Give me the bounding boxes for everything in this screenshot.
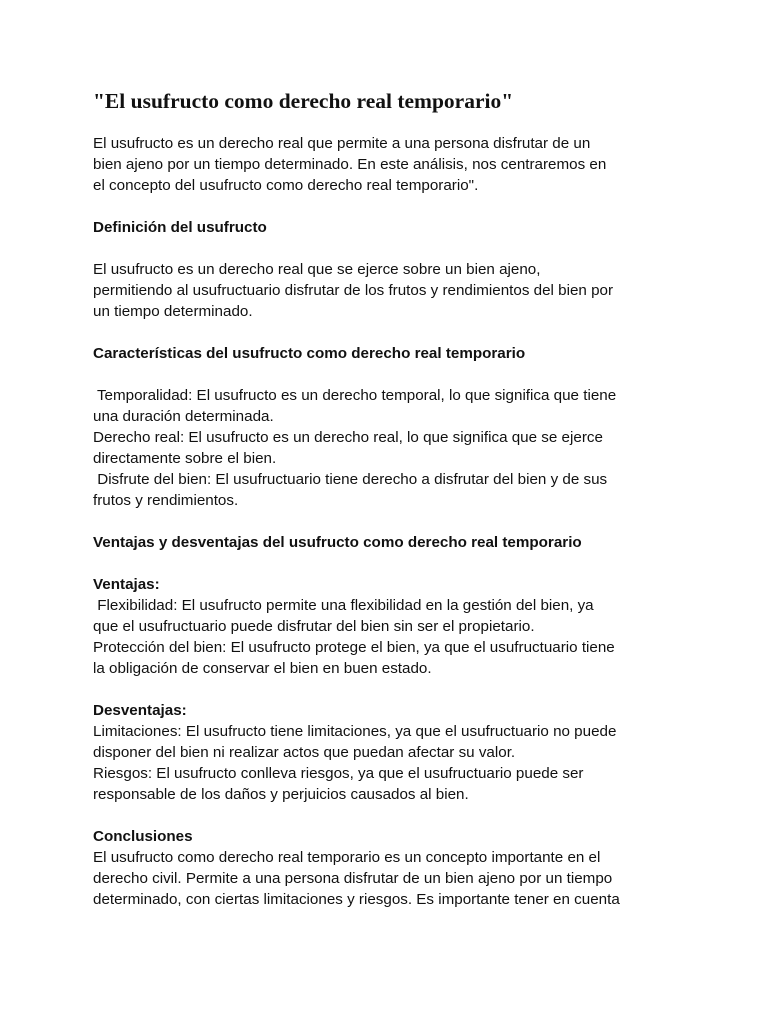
text-line: Derecho real: El usufructo es un derecho real, lo que significa que se ejerce bbox=[93, 429, 603, 446]
text-line: determinado, con ciertas limitaciones y riesgos. Es importante tener en cuenta bbox=[93, 891, 620, 908]
paragraph-gap bbox=[93, 196, 693, 217]
text-line: El usufructo es un derecho real que se ejerce sobre un bien ajeno, bbox=[93, 261, 541, 278]
text-line: El usufructo es un derecho real que permite a una persona disfrutar de un bbox=[93, 135, 591, 152]
document-title: "El usufructo como derecho real temporario" bbox=[93, 89, 514, 113]
text-line: Protección del bien: El usufructo protege el bien, ya que el usufructuario tiene bbox=[93, 639, 615, 656]
paragraph-gap bbox=[93, 553, 693, 574]
text-line: El usufructo como derecho real temporario es un concepto importante en el bbox=[93, 849, 601, 866]
text-line: que el usufructuario puede disfrutar del bien sin ser el propietario. bbox=[93, 618, 535, 635]
text-line: Limitaciones: El usufructo tiene limitaciones, ya que el usufructuario no puede bbox=[93, 723, 617, 740]
text-line: permitiendo al usufructuario disfrutar de los frutos y rendimientos del bien por bbox=[93, 282, 614, 299]
paragraph-gap bbox=[93, 238, 693, 259]
text-line: directamente sobre el bien. bbox=[93, 450, 277, 467]
paragraph-gap bbox=[93, 679, 693, 700]
desventajas-paragraph bbox=[93, 721, 693, 805]
paragraph-gap bbox=[93, 322, 693, 343]
text-line: Disfrute del bien: El usufructuario tiene derecho a disfrutar del bien y de sus bbox=[93, 471, 608, 488]
section-heading-conclusiones: Conclusiones bbox=[93, 828, 193, 845]
text-line: disponer del bien ni realizar actos que puedan afectar su valor. bbox=[93, 744, 516, 761]
text-line: Temporalidad: El usufructo es un derecho temporal, lo que significa que tiene bbox=[93, 387, 617, 404]
text-line: la obligación de conservar el bien en buen estado. bbox=[93, 660, 432, 677]
subheading-desventajas: Desventajas: bbox=[93, 702, 187, 719]
text-line: el concepto del usufructo como derecho real temporario". bbox=[93, 177, 479, 194]
section-heading-caracteristicas: Características del usufructo como derecho real temporario bbox=[93, 345, 526, 362]
text-line: Riesgos: El usufructo conlleva riesgos, ya que el usufructuario puede ser bbox=[93, 765, 584, 782]
paragraph-gap bbox=[93, 805, 693, 826]
text-line: responsable de los daños y perjuicios causados al bien. bbox=[93, 786, 469, 803]
caracteristicas-paragraph bbox=[93, 385, 693, 511]
text-line: bien ajeno por un tiempo determinado. En este análisis, nos centraremos en bbox=[93, 156, 607, 173]
section-heading-ventajas-desventajas: Ventajas y desventajas del usufructo como derecho real temporario bbox=[93, 534, 582, 551]
ventajas-paragraph bbox=[93, 595, 693, 679]
paragraph-gap bbox=[93, 364, 693, 385]
text-line: Flexibilidad: El usufructo permite una flexibilidad en la gestión del bien, ya bbox=[93, 597, 594, 614]
document-page bbox=[93, 86, 693, 910]
text-line: una duración determinada. bbox=[93, 408, 274, 425]
text-line: derecho civil. Permite a una persona disfrutar de un bien ajeno por un tiempo bbox=[93, 870, 613, 887]
definicion-paragraph bbox=[93, 259, 693, 322]
subheading-ventajas: Ventajas: bbox=[93, 576, 160, 593]
conclusiones-paragraph bbox=[93, 847, 693, 910]
paragraph-gap bbox=[93, 511, 693, 532]
intro-paragraph bbox=[93, 133, 693, 196]
text-line: un tiempo determinado. bbox=[93, 303, 253, 320]
section-heading-definicion: Definición del usufructo bbox=[93, 219, 267, 236]
text-line: frutos y rendimientos. bbox=[93, 492, 239, 509]
